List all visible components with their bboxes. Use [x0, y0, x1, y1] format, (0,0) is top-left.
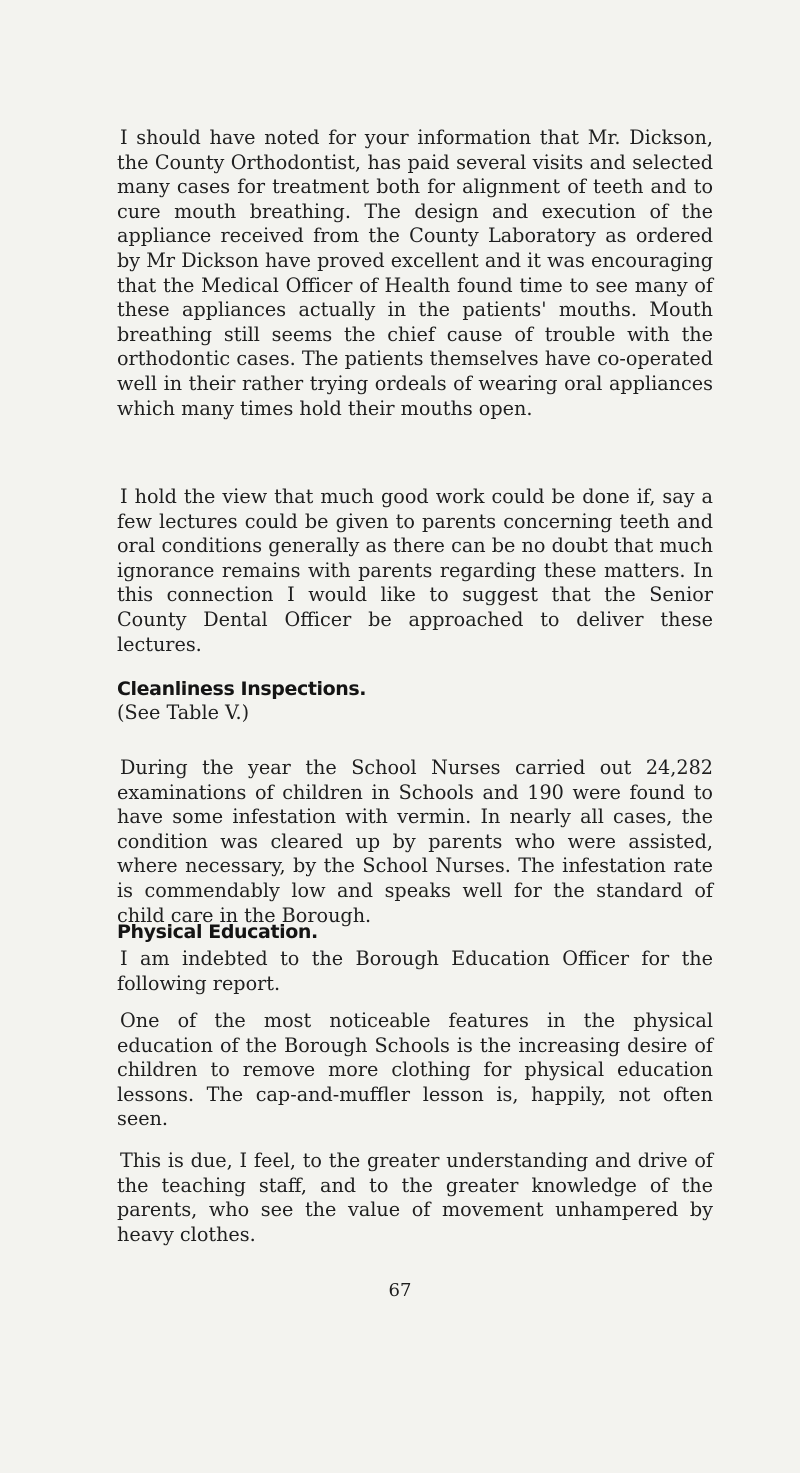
section-heading-cleanliness	[117, 677, 713, 701]
paragraph-clothing	[117, 1009, 713, 1132]
paragraph-infestation	[117, 756, 713, 928]
paragraph-lectures	[117, 485, 713, 657]
paragraph-teaching-staff	[117, 1149, 713, 1247]
section-heading-physical-education	[117, 920, 713, 944]
paragraph-text: One of the most noticeable features in the physical education of the Borough Schools is the increasing desire of children to remove more clothing for physical education lessons. The cap-and-muffler lesson is, happily, not often seen.	[117, 1009, 713, 1131]
heading-text: Cleanliness Inspections.	[117, 678, 367, 700]
paragraph-orthodontist	[117, 126, 713, 421]
page-number: 67	[388, 1280, 412, 1301]
subheading-text: (See Table V.)	[117, 701, 250, 724]
section-subheading-table-reference	[117, 701, 713, 725]
paragraph-text: I should have noted for your information that Mr. Dickson, the County Orthodontist, has paid several visits and selected many cases for treatment both for alignment of teeth and to cure mouth breathing. The design and execution of the appliance received from the County Laboratory as ordered by Mr Dickson have proved excellent and it was encouraging that the Medical Officer of Health found time to see many of these appliances actually in the patients' mouths. Mouth breathing still seems the chief cause of trouble with the orthodontic cases. The patients themselves have co-operated well in their rather trying ordeals of wearing oral appliances which many times hold their mouths open.	[117, 126, 713, 420]
paragraph-text: This is due, I feel, to the greater understanding and drive of the teaching staff, and to the greater knowledge of the parents, who see the value of movement unhampered by heavy clothes.	[117, 1149, 713, 1246]
paragraph-text: I am indebted to the Borough Education Officer for the following report.	[117, 947, 713, 995]
paragraph-text: During the year the School Nurses carried out 24,282 examinations of children in Schools and 190 were found to have some infestation with vermin. In nearly all cases, the condition was cleared up by parents who were assisted, where necessary, by the School Nurses. The infestation rate is commendably low and speaks well for the standard of child care in the Borough.	[117, 756, 713, 927]
heading-text: Physical Education.	[117, 921, 318, 943]
paragraph-text: I hold the view that much good work could be done if, say a few lectures could be given to parents concerning teeth and oral conditions generally as there can be no doubt that much ignorance remains with parents regarding these matters. In this connection I would like to suggest that the Senior County Dental Officer be approached to deliver these lectures.	[117, 485, 713, 656]
paragraph-education-officer	[117, 947, 713, 996]
